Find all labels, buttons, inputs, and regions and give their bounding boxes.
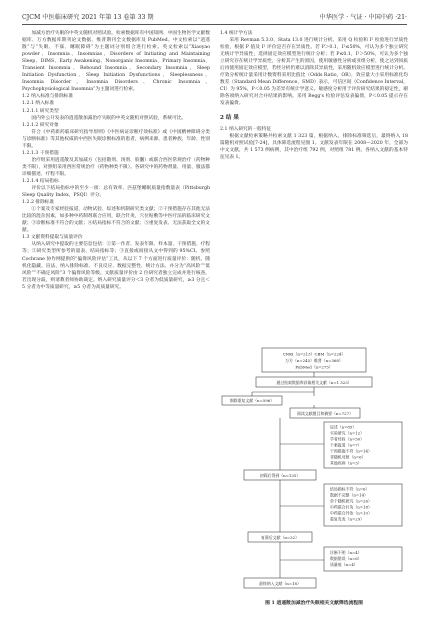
figure-caption: 图 1 逍遥散加减治疗失眠相关文献筛选流程图 [265,600,363,606]
exclusion-item: 学者经验（n=50） [330,436,365,442]
duplicate-text: 剔除重复文献（n=596） [229,398,275,403]
paragraph: 采用 Revman 5.3.0、Stata 13.0 进行统计分析。采用 Q 检验和 I² 检验进行异质性检验，根据 P 值及 I² 评价是否存在异质性。若 P＞0.1，I²≤50%，可认为多个独立研究无统计学异质性，选择固定效应模型进行统计分析；若 P≤0.1，I²＞50%，可认为多个独立研究存在统计学异质性，分析其产生的原因，使用敏感性分析或亚组分析，使之达到同质后再使用固定效应模型，若经分析仍难以消除其异质性，采用随机效应模型进行统计分析。疗效分析统计量采用计数资料采用比值比（Odds Ratio，OR），效应量大小采用标准化均数差（Standard Mean Difference，SMD）表示，可信区间（Confidence Interval，CI）为 95%，P＜0.05 为差异有统计学意义。敏感度分析用于评价研究结果的稳定性，剔除各项纳入研究对合并结果的影响。采用 Begg's 检验评估发表偏倚，P＜0.05 提示存在发表偏倚。 [220,38,408,107]
flowchart [220,346,408,596]
paragraph: ①个案及专家经验报道、动物试验、综述和机制研究类文献；②干预措施存在其他无法比较的混杂因素，如多种中药制剂联合应用，联合针灸、穴位贴敷等中医疗法的临床研究文献；③诊断标准不符合的文献；④结局指标不符合的文献；⑤重复发表、无法获取全文的文献。 [22,207,210,234]
exclusion-item: 其他疾病（n=3） [330,460,362,466]
section-heading: 1.2.1.3 干预措施 [22,150,59,156]
section-heading: 2.1 纳入研究的一般特征 [220,126,272,132]
exclusion-item: 实验研究（n=12） [330,430,365,436]
exclusion-item: 诊断不明（n=4） [330,550,362,555]
left-column [22,30,210,291]
section-heading: 1.2.1.1 研究类型 [22,108,59,114]
flowchart-figure [220,346,408,608]
exclusion-item: 单个随机研究（n=26） [330,498,372,504]
paragraph: 符合《中药新药临床研究指导原则》《中医病证诊断疗效标准》或《中国精神障碍分类与诊断标准》等其他权威的中西医失眠诊断标准的患者，病例来源、患者种族、年龄、性别不限。 [22,129,210,149]
exclusion-item: 个案报道（n=7） [330,442,362,448]
source-line-3: PubMed（n=273） [295,364,333,370]
section-heading: 1.2.1.4 结局指标 [22,178,59,184]
rescreen-text: 复筛后文献（n=32） [261,534,299,540]
section-heading: 1.2.1 纳入标准 [22,101,55,107]
source-line-1: CNKI（n=213）CBM（n=224） [282,351,346,357]
initial-screen-text: 初筛后得到（n=135） [259,472,301,478]
source-line-2: 万方（n=245）维普（n=368） [285,358,343,363]
exclusion-item: 重复发表（n=29） [330,516,365,522]
running-header [22,10,407,22]
section-heading: 1.2 纳入标准与排除标准 [22,94,74,100]
paragraph: 治疗组采用逍遥散及其加减方（包括散剂、汤剂、胶囊）或联合西医常规治疗（药物种类不限），对照组采用西医常规治疗（药物种类不限）。各研究中的药物剂量、用量、服法都详细描述、疗程不限。 [22,157,210,177]
exclusion-item: 非随机对照（n=6） [330,454,366,460]
exclusion-item: 中药联合外治（n=10） [330,510,372,516]
exclusion-item: 质量低（n=4） [330,562,358,567]
paragraph: 从纳入研究中提取的主要信息包括：①第一作者、发表年限、样本量、干预措施、疗程等；②研究类型所参考的量表、结局指标等；③直接或间接从文中得到的 95%CI。参照 Cochrane 协作网提供的“偏倚风险评估”工具，从以下 7 个方面进行质量评价：随机、随机化隐藏、盲法、纳入排除标准、不良反应、数据完整性、统计方法。并分为“高风险”“低风险”“不确定风险”3 个偏倚风险等级。文献质量评价由 2 位研究者独立完成并进行核查，若出现分歧，则请教者师协助裁定。纳入研究质量评分＜3 分者为低质量研究，≥3 分且＜5 分者为中等质量研究，≥5 分者为高质量研究。 [22,242,210,290]
page-info: 中华医学 · 气证 · 中国中药 ·21· [319,13,407,21]
exclusion-item: 数据错误（n=6） [330,556,362,561]
section-heading: 1.4 统计学方法 [220,31,253,36]
journal-info: CJCM 中医临床研究 2021 年第 13 卷第 33 期 [22,13,154,21]
paragraph: 评价以下结局指标中的至少一项：总有效率、匹兹堡睡眠质量指数量表（Pittsburgh Sleep Quality Index，PSQI）评分。 [22,186,210,199]
paragraph: 根据文献检索策略共检索文献 1 323 篇，根据纳入、排除标准筛选后，最终纳入 18 篇随机对照试验[7-24]，具体筛选流程见图 1。文献发表年限在 2008—2020 年，全部为中文文献，共 1 573 例病例，其中治疗组 792 例，对照组 781 例。各纳入文献的基本特征见表 1。 [220,133,408,160]
paragraph: 国内外公开发表的逍遥散加减治疗失眠的中英文随机对照试验，系统可比。 [31,115,187,121]
exclusion-item: 干预措施不符（n=14） [330,448,372,454]
section-heading: 2 结 果 [220,114,239,121]
section-heading: 1.2.1.2 研究对象 [22,122,59,128]
paragraph: 加减方治疗失眠的中英文随机对照试验。检索数据库有中国知网、中国生物医学文献数据库、万方数据库期刊论文数据、维普期刊全文数据库及 PubMed。中文检索以“逍遥散”与“失眠、不寐、睡眠障碍”为主题词分别组合进行检索。英文检索以“Xiaoyao powder、Insomnia、Insomnias、Disorders of Initiating and Maintaining Sleep、DIMS、Early Awakening、Nonorganic Insomnia、Primary Insomnia、Transient Insomnia、Rebound Insomnia、Secondary Insomnia、Sleep Initiation Dysfunction、Sleep Initiation Dysfunctions、Sleeplessness、Insomnia Disorder、Insomnia Disorders、Chronic Insomnia、Psychophysiological Insomnia”为主题词进行检索。 [22,31,210,93]
retrieved-text: 通过检索数据库获取相关文献（n=1 323） [276,379,352,385]
exclusion-item: 结局指标不符（n=6） [330,486,370,492]
right-column [220,30,408,161]
header-rule [22,24,407,25]
exclusion-item: 中药联合针灸（n=18） [330,504,372,510]
final-included-text: 最终纳入文献（n=18） [259,580,301,586]
exclusion-item: 综述（n=85） [330,424,357,430]
title-abstract-text: 阅读文献题目和摘要（n=727） [297,410,353,416]
section-heading: 1.3 文献资料提取与质量评价 [22,235,83,241]
exclusion-item: 数据不完整（n=14） [330,492,368,498]
section-heading: 1.2.2 排除标准 [22,200,55,206]
